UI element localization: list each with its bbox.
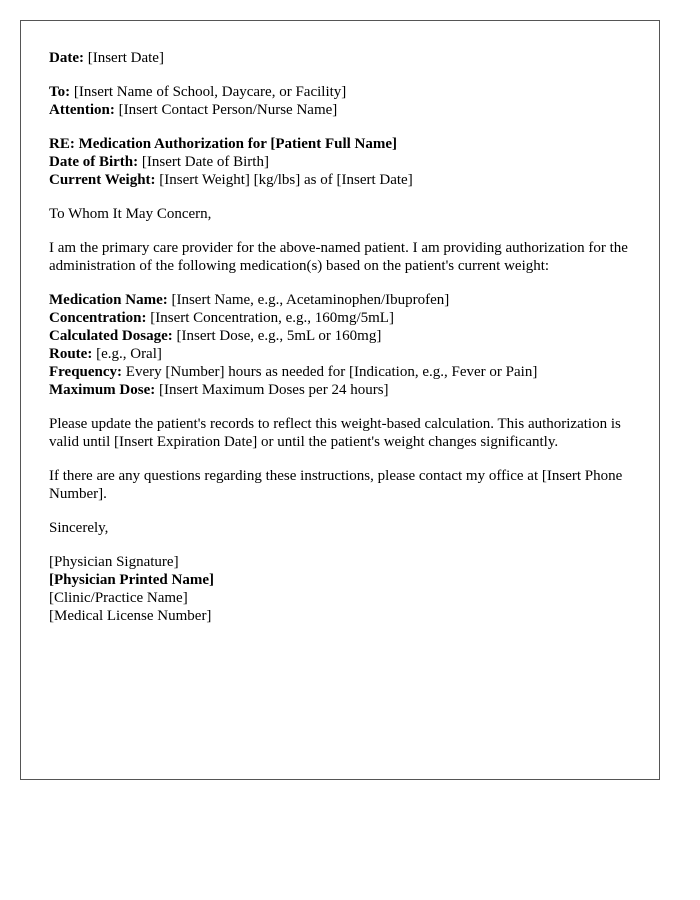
max-dose-value: [Insert Maximum Doses per 24 hours]: [155, 382, 389, 398]
max-dose-line: [49, 381, 634, 399]
subject-line: RE: Medication Authorization for [Patient Full Name]: [49, 136, 398, 152]
to-value: [Insert Name of School, Daycare, or Facility]: [70, 84, 347, 100]
license-number: [Medical License Number]: [49, 608, 212, 624]
medication-name-value: [Insert Name, e.g., Acetaminophen/Ibuprofen]: [167, 292, 450, 308]
date-line: [49, 49, 634, 67]
medication-name-line: [49, 291, 634, 309]
route-label: Route:: [49, 346, 93, 362]
attention-value: [Insert Contact Person/Nurse Name]: [114, 102, 338, 118]
recipient-section: [49, 83, 634, 119]
weight-value: [Insert Weight] [kg/lbs] as of [Insert Date]: [155, 172, 413, 188]
attention-line: [49, 101, 634, 119]
to-line: [49, 83, 634, 101]
concentration-value: [Insert Concentration, e.g., 160mg/5mL]: [146, 310, 394, 326]
contact-text: If there are any questions regarding these instructions, please contact my office at [Insert Phone Number].: [49, 468, 623, 502]
dob-line: [49, 153, 634, 171]
closing: [49, 519, 634, 537]
to-label: To:: [49, 84, 71, 100]
signature-block: [49, 553, 634, 625]
frequency-label: Frequency:: [49, 364, 123, 380]
printed-name: [Physician Printed Name]: [49, 572, 214, 588]
dosage-value: [Insert Dose, e.g., 5mL or 160mg]: [172, 328, 382, 344]
dob-label: Date of Birth:: [49, 154, 139, 170]
dosage-label: Calculated Dosage:: [49, 328, 173, 344]
weight-line: [49, 171, 634, 189]
subject-section: [49, 135, 634, 189]
update-text: Please update the patient's records to reflect this weight-based calculation. This authorization is valid until [Insert Expiration Date] or until the patient's weight changes significantly.: [49, 416, 621, 450]
clinic-name: [Clinic/Practice Name]: [49, 590, 188, 606]
medication-details: [49, 291, 634, 399]
route-line: [49, 345, 634, 363]
intro-paragraph: [49, 239, 634, 275]
concentration-line: [49, 309, 634, 327]
salutation-text: To Whom It May Concern,: [49, 206, 212, 222]
frequency-value: Every [Number] hours as needed for [Indication, e.g., Fever or Pain]: [122, 364, 538, 380]
signature-line: [Physician Signature]: [49, 554, 179, 570]
salutation: [49, 205, 634, 223]
frequency-line: [49, 363, 634, 381]
dosage-line: [49, 327, 634, 345]
letter-page: [20, 20, 660, 780]
date-section: [49, 49, 634, 67]
intro-text: I am the primary care provider for the above-named patient. I am providing authorization for the administration of the following medication(s) based on the patient's current weight:: [49, 240, 628, 274]
contact-paragraph: [49, 467, 634, 503]
medication-name-label: Medication Name:: [49, 292, 168, 308]
max-dose-label: Maximum Dose:: [49, 382, 156, 398]
attention-label: Attention:: [49, 102, 115, 118]
route-value: [e.g., Oral]: [92, 346, 162, 362]
letter-body: [49, 49, 634, 641]
update-paragraph: [49, 415, 634, 451]
closing-text: Sincerely,: [49, 520, 109, 536]
date-label: Date:: [49, 50, 84, 66]
dob-value: [Insert Date of Birth]: [138, 154, 269, 170]
weight-label: Current Weight:: [49, 172, 156, 188]
date-value: [Insert Date]: [83, 50, 164, 66]
concentration-label: Concentration:: [49, 310, 147, 326]
